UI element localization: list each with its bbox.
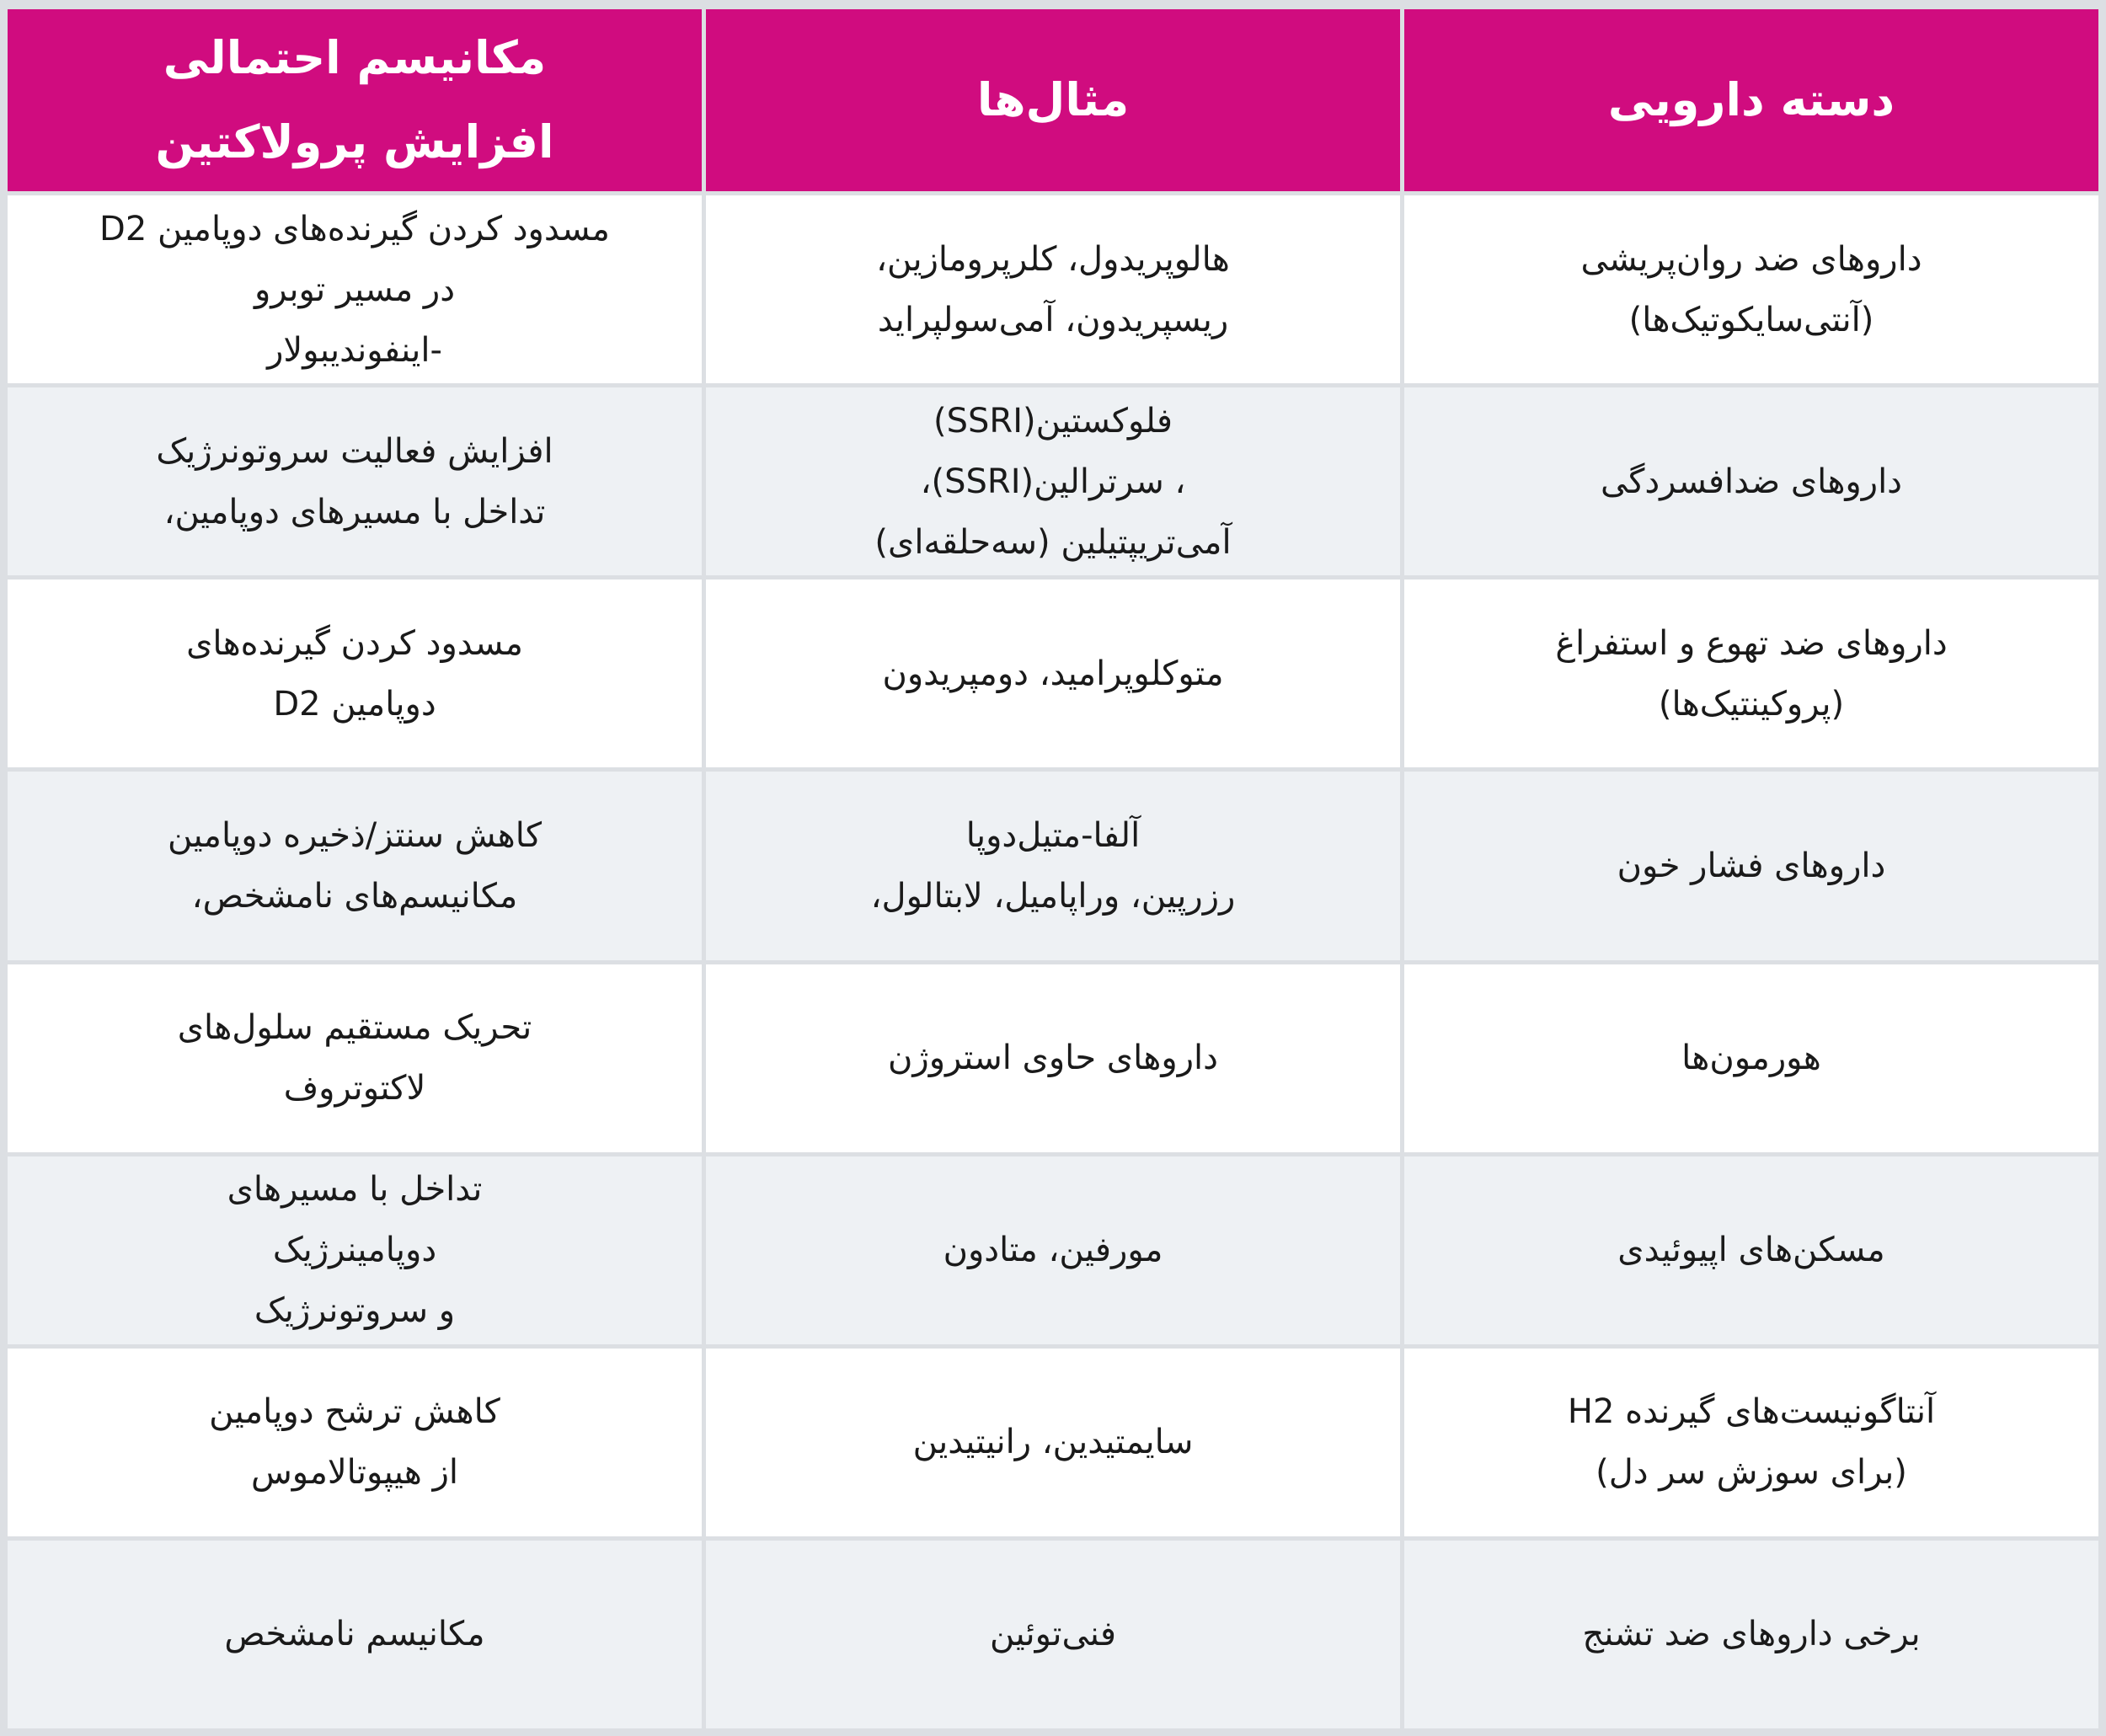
cell-line: داروهای ضدافسردگی <box>1600 462 1902 501</box>
cell-line: دوپامین D2 <box>273 684 436 724</box>
header-examples <box>706 9 1400 191</box>
cell-line: مکانیسم‌های نامشخص، <box>191 876 518 916</box>
header-mechanism-line: مکانیسم احتمالی <box>163 31 547 84</box>
cell-category <box>1404 195 2098 383</box>
cell-line: فلوکستین(SSRI) <box>933 401 1173 441</box>
cell-line: دوپامینرژیک <box>272 1231 437 1270</box>
cell-line: آمی‌تریپتیلین (سه‌حلقه‌ای) <box>874 522 1232 562</box>
table-row <box>8 1541 2098 1728</box>
cell-line: مکانیسم نامشخص <box>224 1615 485 1654</box>
header-examples-line: مثال‌ها <box>976 73 1130 126</box>
cell-examples <box>706 195 1400 383</box>
cell-line: تداخل با مسیرهای <box>227 1170 483 1210</box>
table-row <box>8 387 2098 575</box>
cell-category <box>1404 772 2098 959</box>
table-row <box>8 772 2098 959</box>
header-row <box>8 9 2098 191</box>
cell-line: افزایش فعالیت سروتونرژیک <box>156 431 553 471</box>
cell-line: داروهای ضد تهوع و استفراغ <box>1555 623 1948 663</box>
table-row <box>8 1349 2098 1536</box>
cell-mechanism <box>8 1156 702 1344</box>
cell-examples <box>706 964 1400 1152</box>
cell-examples <box>706 387 1400 575</box>
cell-line: (پروکینتیک‌ها) <box>1658 684 1845 724</box>
table-row <box>8 580 2098 767</box>
cell-mechanism <box>8 387 702 575</box>
cell-category <box>1404 580 2098 767</box>
cell-line: مسکن‌های اپیوئیدی <box>1617 1231 1885 1270</box>
header-category-line: دسته دارویی <box>1607 73 1895 126</box>
table-row <box>8 964 2098 1152</box>
header-category <box>1404 9 2098 191</box>
table-body <box>8 195 2098 1728</box>
cell-line: تحریک مستقیم سلول‌های <box>177 1008 532 1048</box>
table-row <box>8 1156 2098 1344</box>
cell-line: (برای سوزش سر دل) <box>1596 1453 1907 1493</box>
cell-mechanism <box>8 772 702 959</box>
cell-examples <box>706 772 1400 959</box>
cell-line: تداخل با مسیرهای دوپامین، <box>163 492 546 531</box>
cell-line: کاهش ترشح دوپامین <box>209 1392 500 1432</box>
cell-mechanism <box>8 195 702 383</box>
header-mechanism-line: افزایش پرولاکتین <box>155 115 554 168</box>
cell-examples <box>706 1541 1400 1728</box>
cell-line: سایمتیدین، رانیتیدین <box>912 1423 1194 1462</box>
table-row <box>8 195 2098 383</box>
cell-mechanism <box>8 1541 702 1728</box>
cell-line: لاکتوتروف <box>283 1069 426 1108</box>
cell-mechanism <box>8 1349 702 1536</box>
cell-category <box>1404 1541 2098 1728</box>
cell-line: از هیپوتالاموس <box>250 1453 459 1493</box>
cell-category <box>1404 387 2098 575</box>
cell-category <box>1404 1349 2098 1536</box>
cell-line: در مسیر توبرو <box>254 270 456 309</box>
cell-line: کاهش سنتز/ذخیره دوپامین <box>168 815 542 855</box>
table-header <box>8 9 2098 191</box>
cell-line: متوکلوپرامید، دومپریدون <box>882 654 1224 693</box>
cell-line: داروهای فشار خون <box>1617 846 1886 885</box>
cell-category <box>1404 964 2098 1152</box>
cell-line: مسدود کردن گیرنده‌های دوپامین D2 <box>99 209 610 248</box>
cell-line: مورفین، متادون <box>943 1231 1163 1270</box>
cell-mechanism <box>8 580 702 767</box>
cell-line: ، سرترالین(SSRI)، <box>920 462 1186 501</box>
cell-line: مسدود کردن گیرنده‌های <box>186 623 523 663</box>
cell-category <box>1404 1156 2098 1344</box>
cell-line: آنتاگونیست‌های گیرنده H2 <box>1567 1392 1936 1432</box>
cell-line: هالوپریدول، کلرپرومازین، <box>876 239 1230 279</box>
cell-line: -اینفوندیبولار <box>267 330 442 370</box>
header-mechanism <box>8 9 702 191</box>
cell-examples <box>706 1156 1400 1344</box>
cell-line: داروهای حاوی استروژن <box>888 1039 1218 1078</box>
cell-line: برخی داروهای ضد تشنج <box>1582 1615 1921 1654</box>
cell-examples <box>706 580 1400 767</box>
cell-line: آلفا-متیل‌دوپا <box>965 815 1141 855</box>
cell-line: (آنتی‌سایکوتیک‌ها) <box>1628 300 1874 339</box>
cell-line: و سروتونرژیک <box>254 1291 456 1331</box>
cell-line: رزرپین، وراپامیل، لابتالول، <box>870 876 1236 916</box>
cell-line: ریسپریدون، آمی‌سولپراید <box>877 300 1229 339</box>
cell-line: داروهای ضد روان‌پریشی <box>1580 239 1922 279</box>
cell-examples <box>706 1349 1400 1536</box>
cell-line: هورمون‌ها <box>1681 1039 1821 1078</box>
cell-line: فنی‌توئین <box>990 1615 1116 1654</box>
cell-mechanism <box>8 964 702 1152</box>
drug-prolactin-table <box>3 5 2103 1733</box>
